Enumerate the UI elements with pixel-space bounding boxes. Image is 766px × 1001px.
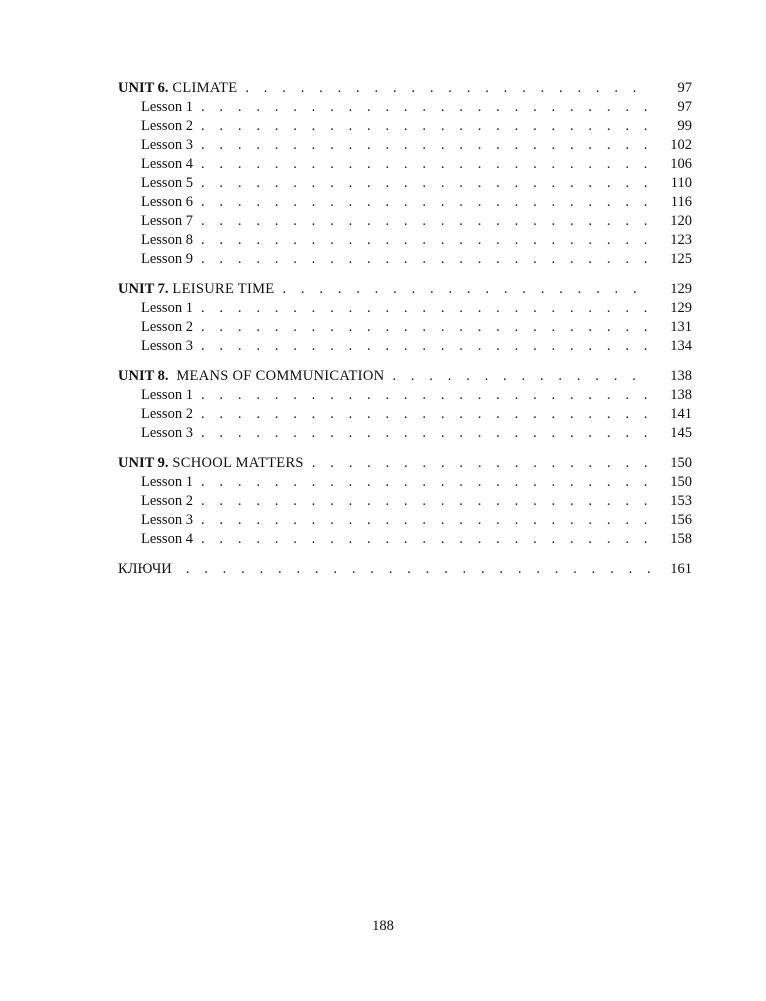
unit-number: UNIT 7.: [118, 281, 169, 297]
lesson-entry[interactable]: [118, 424, 692, 443]
lesson-entry[interactable]: [118, 530, 692, 549]
keys-heading[interactable]: [118, 559, 692, 579]
lesson-label: Lesson 3: [141, 338, 193, 354]
unit-9-label: [118, 453, 312, 473]
lesson-page-number: 97: [677, 99, 692, 115]
unit-page-number: 97: [677, 80, 692, 96]
lesson-entry[interactable]: [118, 212, 692, 231]
lesson-label: Lesson 2: [141, 493, 193, 509]
dot-leader: [201, 155, 650, 174]
lesson-label: Lesson 7: [141, 213, 193, 229]
lesson-page-number: 150: [670, 474, 692, 490]
lesson-entry[interactable]: [118, 155, 692, 174]
lesson-entry[interactable]: [118, 473, 692, 492]
unit-8-section: [118, 366, 692, 443]
dot-leader: [201, 231, 650, 250]
lesson-label: Lesson 9: [141, 251, 193, 267]
lesson-entry[interactable]: [118, 299, 692, 318]
dot-leader: [201, 337, 650, 356]
lesson-label: Lesson 1: [141, 99, 193, 115]
lesson-label: Lesson 5: [141, 175, 193, 191]
lesson-label: Lesson 1: [141, 387, 193, 403]
unit-8-heading[interactable]: [118, 366, 692, 386]
dot-leader: [201, 386, 650, 405]
unit-8-label: [118, 366, 392, 386]
dot-leader: [201, 473, 650, 492]
unit-7-heading[interactable]: [118, 279, 692, 299]
lesson-page-number: 134: [670, 338, 692, 354]
lesson-entry[interactable]: [118, 136, 692, 155]
lesson-label: Lesson 2: [141, 319, 193, 335]
unit-7-label: [118, 279, 282, 299]
lesson-entry[interactable]: [118, 193, 692, 212]
lesson-page-number: 145: [670, 425, 692, 441]
lesson-page-number: 106: [670, 156, 692, 172]
dot-leader: [201, 492, 650, 511]
dot-leader: [201, 193, 650, 212]
lesson-label: Lesson 6: [141, 194, 193, 210]
lesson-label: Lesson 3: [141, 137, 193, 153]
dot-leader: [201, 98, 650, 117]
footer-page-number: 188: [372, 918, 394, 934]
lesson-label: Lesson 4: [141, 531, 193, 547]
table-of-contents: [118, 78, 692, 589]
unit-title: MEANS OF COMMUNICATION: [168, 368, 385, 384]
unit-number: UNIT 8.: [118, 368, 169, 384]
lesson-page-number: 123: [670, 232, 692, 248]
unit-9-section: [118, 453, 692, 549]
unit-number: UNIT 9.: [118, 455, 169, 471]
lesson-entry[interactable]: [118, 231, 692, 250]
unit-page-number: 138: [670, 368, 692, 384]
lesson-page-number: 131: [670, 319, 692, 335]
unit-title: CLIMATE: [168, 80, 238, 96]
lesson-label: Lesson 1: [141, 300, 193, 316]
dot-leader: [201, 174, 650, 193]
lesson-label: Lesson 1: [141, 474, 193, 490]
dot-leader: [392, 366, 650, 386]
lesson-entry[interactable]: [118, 174, 692, 193]
lesson-page-number: 156: [670, 512, 692, 528]
dot-leader: [201, 117, 650, 136]
dot-leader: [201, 212, 650, 231]
keys-section: [118, 559, 692, 579]
lesson-label: Lesson 4: [141, 156, 193, 172]
keys-page-number: 161: [670, 561, 692, 577]
unit-page-number: 129: [670, 281, 692, 297]
unit-6-heading[interactable]: [118, 78, 692, 98]
dot-leader: [201, 299, 650, 318]
lesson-label: Lesson 2: [141, 118, 193, 134]
lesson-label: Lesson 8: [141, 232, 193, 248]
dot-leader: [201, 424, 650, 443]
dot-leader: [201, 318, 650, 337]
lesson-entry[interactable]: [118, 511, 692, 530]
lesson-label: Lesson 2: [141, 406, 193, 422]
dot-leader: [312, 453, 650, 473]
dot-leader: [201, 250, 650, 269]
lesson-entry[interactable]: [118, 386, 692, 405]
dot-leader: [201, 511, 650, 530]
lesson-page-number: 138: [670, 387, 692, 403]
lesson-entry[interactable]: [118, 405, 692, 424]
unit-title: SCHOOL MATTERS: [168, 455, 304, 471]
lesson-entry[interactable]: [118, 98, 692, 117]
unit-6-section: [118, 78, 692, 269]
lesson-entry[interactable]: [118, 337, 692, 356]
lesson-label: Lesson 3: [141, 425, 193, 441]
dot-leader: [245, 78, 650, 98]
unit-6-label: [118, 78, 245, 98]
lesson-page-number: 110: [670, 175, 692, 191]
keys-label: КЛЮЧИ: [118, 561, 172, 577]
lesson-entry[interactable]: [118, 117, 692, 136]
dot-leader: [201, 405, 650, 424]
lesson-page-number: 120: [670, 213, 692, 229]
lesson-page-number: 153: [670, 493, 692, 509]
lesson-label: Lesson 3: [141, 512, 193, 528]
unit-title: LEISURE TIME: [168, 281, 275, 297]
unit-7-section: [118, 279, 692, 356]
lesson-page-number: 102: [670, 137, 692, 153]
dot-leader: [201, 136, 650, 155]
lesson-page-number: 158: [670, 531, 692, 547]
lesson-entry[interactable]: [118, 492, 692, 511]
lesson-page-number: 116: [670, 194, 692, 210]
dot-leader: [201, 530, 650, 549]
lesson-page-number: 141: [670, 406, 692, 422]
lesson-entry[interactable]: [118, 250, 692, 269]
dot-leader: [186, 559, 650, 579]
unit-9-heading[interactable]: [118, 453, 692, 473]
lesson-page-number: 99: [677, 118, 692, 134]
unit-number: UNIT 6.: [118, 80, 169, 96]
lesson-entry[interactable]: [118, 318, 692, 337]
lesson-page-number: 125: [670, 251, 692, 267]
unit-page-number: 150: [670, 455, 692, 471]
lesson-page-number: 129: [670, 300, 692, 316]
dot-leader: [282, 279, 650, 299]
